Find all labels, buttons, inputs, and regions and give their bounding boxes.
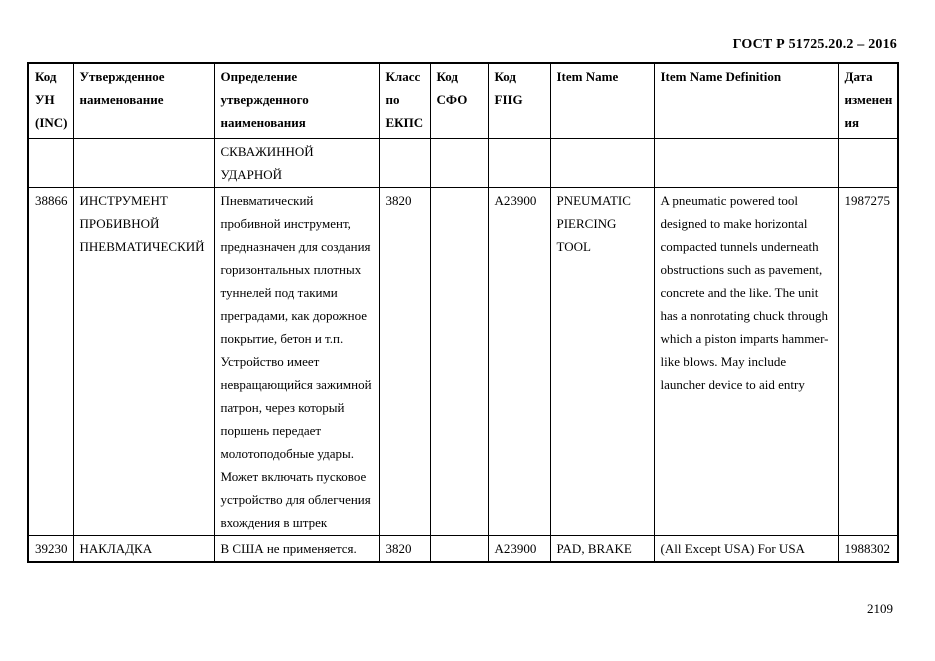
table-header-row xyxy=(28,63,898,138)
cell-item-name-definition: (All Except USA) For USA xyxy=(654,535,838,562)
cell-fiig-code: A23900 xyxy=(488,535,550,562)
cell-ekps-class: 3820 xyxy=(379,535,430,562)
page-number: 2109 xyxy=(867,601,893,616)
cell-approved-name: НАКЛАДКА xyxy=(73,535,214,562)
cell-fiig-code: A23900 xyxy=(488,187,550,535)
cell-item-name xyxy=(550,138,654,187)
cell-approved-name-definition: СКВАЖИННОЙ УДАРНОЙ xyxy=(214,138,379,187)
table-row-continuation xyxy=(28,138,898,187)
cell-fiig-code xyxy=(488,138,550,187)
cell-approved-name-definition: Пневматический пробивной инструмент, предназначен для создания горизонтальных плотных туннелей под такими преградами, как дорожное покрытие, бетон и т.п. Устройство имеет невращающийся зажимной патрон, через который поршень передает молотоподобные удары. Может включать пусковое устройство для облегчения вхождения в штрек xyxy=(214,187,379,535)
col-header-fiig-code: Код FIIG xyxy=(488,63,550,138)
cell-sfo-code xyxy=(430,138,488,187)
table-row-38866 xyxy=(28,187,898,535)
cell-change-date: 1988302 xyxy=(838,535,898,562)
classification-table xyxy=(27,62,899,563)
cell-approved-name-definition: В США не применяется. xyxy=(214,535,379,562)
col-header-sfo-code: Код СФО xyxy=(430,63,488,138)
table-row-39230 xyxy=(28,535,898,562)
cell-sfo-code xyxy=(430,535,488,562)
cell-item-name: PAD, BRAKE xyxy=(550,535,654,562)
col-header-approved-name-definition: Определение утвержденного наименования xyxy=(214,63,379,138)
cell-change-date: 1987275 xyxy=(838,187,898,535)
col-header-item-name: Item Name xyxy=(550,63,654,138)
cell-ekps-class: 3820 xyxy=(379,187,430,535)
cell-ekps-class xyxy=(379,138,430,187)
cell-inc-code: 39230 xyxy=(28,535,73,562)
col-header-approved-name: Утвержденное наименование xyxy=(73,63,214,138)
col-header-inc-code: Код УН (INC) xyxy=(28,63,73,138)
col-header-ekps-class: Класс по ЕКПС xyxy=(379,63,430,138)
cell-approved-name: ИНСТРУМЕНТ ПРОБИВНОЙ ПНЕВМАТИЧЕСКИЙ xyxy=(73,187,214,535)
cell-approved-name xyxy=(73,138,214,187)
cell-inc-code: 38866 xyxy=(28,187,73,535)
cell-change-date xyxy=(838,138,898,187)
cell-item-name-definition xyxy=(654,138,838,187)
cell-item-name-definition: A pneumatic powered tool designed to make horizontal compacted tunnels underneath obstructions such as pavement, concrete and the like. The unit has a nonrotating chuck through which a piston imparts hammer-like blows. May include launcher device to aid entry xyxy=(654,187,838,535)
standard-title: ГОСТ Р 51725.20.2 – 2016 xyxy=(732,37,897,52)
cell-inc-code xyxy=(28,138,73,187)
cell-sfo-code xyxy=(430,187,488,535)
col-header-item-name-definition: Item Name Definition xyxy=(654,63,838,138)
cell-item-name: PNEUMATIC PIERCING TOOL xyxy=(550,187,654,535)
col-header-change-date: Дата изменения xyxy=(838,63,898,138)
